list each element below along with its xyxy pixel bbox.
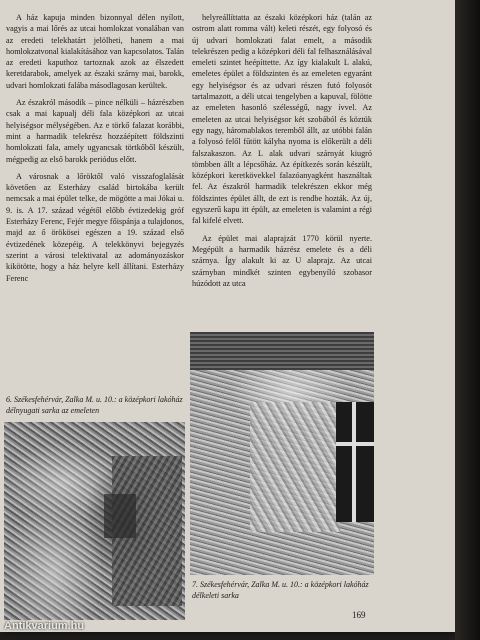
figure-6-caption: 6. Székesfehérvár, Zalka M. u. 10.: a középkori lakóház délnyugati sarka az emeleten [6, 395, 183, 415]
blocked-window-niche [104, 494, 136, 538]
left-paragraph-2: Az északról második – pince nélküli – házrészben csak a mai kapualj déli fala középkori az utcai helyiségsor mélységében. Az e törkő falazat korábbi, mint a harmadik telekrész hozzáépített földszinti homlokzati fala, amely ugyancsak törtkőből készült, mégpedig az első barokk periódus előtt. [6, 98, 184, 164]
book-spine-shadow [455, 0, 480, 640]
left-paragraph-1: A ház kapuja minden bizonnyal délen nyílott, vagyis a mai lőrés az utcai homlokzat vonalában van az eredeti telekhatárt jelölheti, hanem a mai homlokzatvonal kialakításához van kapcsolatos. Talán az eredeti kaputhoz tartoznak azok az élszedett keretdarabok, amelyek az északi szárny mai, barokk, udvari homlokzati falába másodlagosan kerültek. [6, 13, 184, 90]
watermark: Antikvarium.hu [4, 620, 85, 632]
left-paragraph-3: A városnak a lőröktől való visszafoglalását követően az Esterházy család birtokába került nemcsak a mai épület telke, de mögötte a mai Jókai u. 9. is. A 17. század végétől előbb évtizedekig gróf Esterházy Ferenc, Fejér megye főispánja a tulajdonos, majd az ő örökösei egészen a 19. század első évtizedének közepéig. A telekkönyvi bejegyzés szerint a városi telektivatal az adományozáskor kikötötte, hogy a ház helyre kell állítani. Esterházy Ferenc [6, 171, 184, 283]
roof-eave-region [190, 332, 374, 370]
right-text-column [192, 12, 372, 289]
right-paragraph-1: helyreállíttatta az északi középkori ház (talán az ostrom alatt romma vált) keleti részét, egy folyosó és új udvari homlokzati falat emelt, a második telekrészen pedig a középkori déli fal felhasználásával emeleti szintet heépíttette. Az így kialakult L alakú, emeletes épület a földszinten és az emeleten egyaránt egy helyiségsor és az udvari részen futó folyosót tartalmazott, a déli utcai tengelyben a kapuval, fölötte az emeleten hasonló szélességű, nagy ívvel. Az emeleten az utcai helyiségsor két szobából és köztük egy nagy, háromablakos teremből állt, az utóbbi falán a folyosó felől fűtött kályha nyoma is előkerült a déli falszakaszon. Az L alak udvari szárnyát kiugró tömbben állt a lépcsőház. Az építkezés során készült, középkori keretkövekkel falazóanyagként használtak fel. Az északról harmadik telekrészen ekkor még földszintes épület állt, de ezt is rendbe hozták. Az új, egyszerű kapu itt épült, az emeleten is valamint a régi fal kifelé elvett. [192, 13, 372, 226]
figure-6-photo [4, 422, 185, 620]
exposed-stonework [250, 402, 340, 532]
figure-7-caption: 7. Székesfehérvár, Zalka M. u. 10.: a középkori lakóház délkeleti sarka [192, 580, 369, 600]
right-paragraph-2: Az épület mai alaprajzát 1770 körül nyerte. Megépült a harmadik házrész emelete és a déli szárnya. Így alakult ki az U alaprajz. Az utcai szárnyban mindkét szinten egybenyíló szobasor húzódott az utca [192, 233, 372, 288]
building-window [336, 402, 374, 522]
left-text-column [6, 12, 184, 284]
figure-7-photo [190, 332, 374, 575]
page-number: 169 [352, 610, 366, 620]
